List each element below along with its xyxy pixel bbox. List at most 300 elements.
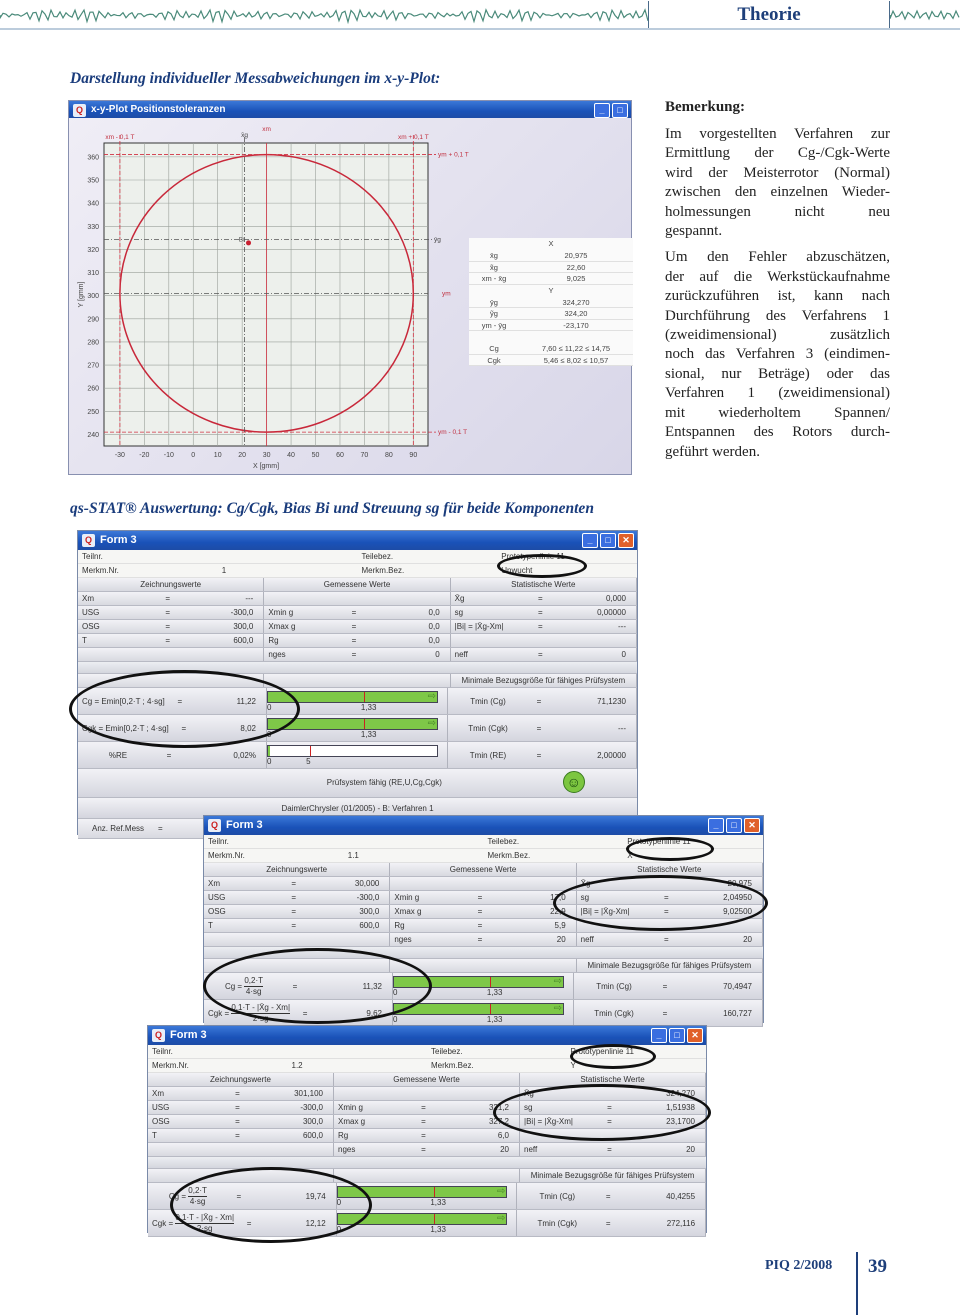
info-text: Teilnr.	[208, 837, 229, 846]
field-equals: =	[536, 723, 542, 733]
formula-denominator: 2·sg	[252, 1013, 269, 1023]
x-tick-label: 80	[384, 452, 393, 459]
data-cell	[390, 919, 576, 932]
info-cell	[204, 835, 344, 848]
tmin-value: ---	[618, 723, 626, 733]
field-value: ---	[245, 594, 254, 603]
field-value: 20,975	[727, 879, 752, 888]
field-value: 30,000	[354, 879, 380, 888]
limit-marker	[364, 692, 365, 702]
tmin-value: 40,4255	[666, 1191, 696, 1201]
page-number: 39	[868, 1256, 887, 1277]
remark-line: gespannt.	[665, 223, 723, 240]
field-equals: =	[235, 1103, 240, 1112]
remark-line: mit wiederholtem Spannen/	[665, 404, 890, 421]
field-label	[394, 877, 465, 890]
stats-label: ȳg	[490, 297, 498, 307]
maximize-button[interactable]: □	[612, 103, 628, 118]
field-equals: =	[477, 921, 483, 930]
info-cell	[204, 849, 344, 862]
info-text: Teilebez.	[431, 1047, 463, 1056]
info-cell	[78, 550, 218, 563]
field-value: 20	[686, 1145, 695, 1154]
field-value: ---	[618, 622, 626, 631]
field-value: -300,0	[356, 893, 380, 902]
minimize-button[interactable]: _	[708, 818, 724, 833]
minimize-button[interactable]: _	[594, 103, 610, 118]
info-text: Teilebez.	[361, 552, 394, 561]
y-tick-label: 250	[87, 408, 99, 416]
bar-label-limit: 1,33	[486, 1015, 503, 1024]
field-equals: =	[663, 935, 669, 944]
field-equals: =	[351, 636, 357, 645]
field-equals: =	[663, 907, 669, 916]
field-equals: =	[605, 1191, 611, 1201]
data-cell	[148, 1115, 334, 1128]
stats-label: x̄g	[490, 251, 498, 260]
capability-value: 12,12	[305, 1218, 326, 1228]
section-header	[204, 863, 390, 876]
status-row	[78, 769, 637, 798]
stats-label: Cg	[489, 344, 499, 353]
maximize-button[interactable]: □	[669, 1028, 685, 1043]
y-tick-label: 270	[87, 362, 99, 370]
tmin-value: 71,1230	[597, 696, 626, 706]
remark-line: wird der Meisterrotor (Normal)	[665, 164, 890, 181]
status-text: Prüfsystem fähig (RE,U,Cg,Cgk)	[326, 778, 442, 787]
stats-row	[469, 308, 633, 320]
plot-window-title: x-y-Plot Positionstoleranzen	[91, 104, 226, 115]
label-y-minus: ym - 0,1 T	[438, 429, 468, 437]
tmin-value: 272,116	[666, 1218, 696, 1228]
plot-area	[104, 143, 428, 446]
field-equals	[223, 1143, 253, 1156]
info-text: Y	[570, 1061, 576, 1070]
field-equals	[339, 592, 369, 605]
info-cell	[288, 1045, 428, 1058]
data-cell	[78, 620, 264, 633]
field-equals	[279, 933, 309, 946]
capability-bar	[267, 745, 438, 757]
data-cell	[264, 620, 450, 633]
field-equals: =	[165, 622, 170, 631]
ref-label: Anz. Ref.Mess	[92, 824, 145, 833]
field-value: 600,0	[233, 636, 254, 645]
y-tick-label: 350	[87, 177, 99, 185]
info-text: 1	[221, 566, 227, 575]
data-cell	[148, 1143, 334, 1156]
y-tick-label: 340	[87, 200, 99, 208]
arrow-right-icon: ⇨	[553, 976, 562, 987]
minimize-button[interactable]: _	[582, 533, 598, 548]
stats-row	[469, 297, 633, 309]
data-cell	[334, 1143, 520, 1156]
smiley-icon: ☺	[563, 771, 585, 793]
section-header	[148, 1073, 334, 1086]
field-value: 1,51938	[666, 1103, 695, 1112]
app-icon: Q	[208, 819, 221, 832]
app-icon: Q	[82, 534, 95, 547]
field-label: Xmax g	[338, 1117, 366, 1126]
field-equals: =	[537, 622, 543, 631]
formula-lhs: Cgk =	[208, 1008, 230, 1018]
empty-cell	[334, 1169, 520, 1182]
data-cell	[390, 891, 576, 904]
close-button[interactable]: ✕	[744, 818, 760, 833]
field-equals: =	[607, 1103, 612, 1112]
remark-line: zwischen den einzelnen Wieder-	[665, 184, 890, 201]
window-controls	[651, 1028, 703, 1043]
field-equals: =	[166, 750, 172, 760]
app-icon: Q	[152, 1029, 165, 1042]
info-cell	[344, 849, 484, 862]
highlight-ellipse	[570, 1044, 656, 1069]
remark-line: Verfahren 1 (zweidimensional)	[665, 385, 890, 402]
field-equals: =	[291, 907, 296, 916]
data-cell	[78, 634, 264, 647]
section-header-row	[78, 578, 637, 592]
field-equals	[465, 877, 495, 890]
field-label: |Bi| = |X̄g-Xm|	[454, 622, 504, 631]
limit-marker	[434, 1187, 435, 1197]
stats-label: Cgk	[487, 355, 501, 365]
data-cell	[204, 877, 390, 890]
limit-marker	[364, 719, 365, 729]
section-header-label: Gemessene Werte	[393, 1075, 460, 1084]
field-value: 327,2	[488, 1117, 509, 1126]
smiley-cell	[511, 769, 637, 797]
formula-lhs: Cg =	[168, 1191, 187, 1201]
data-cell	[520, 1143, 706, 1156]
field-value: 0,000	[605, 594, 626, 603]
field-equals: =	[607, 1145, 612, 1154]
highlight-ellipse	[203, 948, 432, 1024]
field-equals: =	[421, 1117, 426, 1126]
limit-marker	[490, 977, 491, 987]
field-value: 2,04950	[723, 893, 752, 902]
field-equals: =	[177, 696, 183, 706]
bar-label-zero: 0	[393, 988, 398, 997]
field-label: nges	[268, 650, 286, 659]
field-equals: =	[302, 1008, 308, 1018]
field-label	[455, 634, 526, 647]
x-tick-label: 10	[213, 452, 222, 459]
stats-label: ỹg	[490, 309, 498, 318]
form-title-bar	[148, 1026, 706, 1045]
forms-caption: qs-STAT® Auswertung: Cg/Cgk, Bias Bi und Streuung sg für beide Komponenten	[70, 500, 594, 517]
field-label: Xmin g	[394, 893, 420, 902]
info-cell	[358, 564, 498, 577]
field-equals: =	[165, 608, 170, 617]
field-equals: =	[181, 723, 187, 733]
capability-value: 11,32	[362, 981, 382, 991]
field-equals: =	[246, 1218, 252, 1228]
tmin-cell	[448, 742, 637, 768]
field-value: 0	[435, 650, 440, 659]
field-value	[439, 1087, 516, 1100]
bar-label-limit: 1,33	[360, 703, 377, 712]
label-x-minus: xm - 0,1 T	[105, 134, 135, 141]
formula-denominator: 2·sg	[196, 1223, 213, 1233]
formula-numerator: 0,2·T	[244, 975, 264, 985]
info-cell	[427, 1045, 567, 1058]
field-equals	[153, 648, 183, 661]
y-tick-label: 280	[87, 339, 99, 347]
stats-row	[469, 250, 633, 262]
stats-section-title: X	[548, 239, 554, 248]
field-value: 301,100	[294, 1089, 323, 1098]
section-header-label: Gemessene Werte	[449, 865, 517, 874]
info-text: Teilebez.	[487, 837, 520, 846]
field-value: -300,0	[230, 608, 254, 617]
section-header-label: Gemessene Werte	[323, 580, 391, 589]
data-row	[204, 933, 763, 947]
data-cell	[451, 634, 637, 647]
bar-label-limit: 1,33	[360, 730, 377, 739]
field-label: OSG	[152, 1117, 170, 1126]
info-text: X	[627, 851, 633, 860]
field-label: Rg	[338, 1131, 349, 1140]
window-controls	[582, 533, 634, 548]
data-cell	[148, 1129, 334, 1142]
capability-value: 8,02	[240, 723, 256, 733]
field-label: OSG	[208, 907, 226, 916]
info-cell	[484, 849, 624, 862]
remark-line: noch das Verfahren 3 (eindimen-	[665, 346, 890, 363]
arrow-right-icon: ⇨	[427, 691, 436, 702]
field-label: sg	[524, 1103, 533, 1112]
limit-marker	[434, 1214, 435, 1224]
field-value: 600,0	[302, 1131, 323, 1140]
field-value	[555, 634, 632, 647]
remark-line: Durchführung des Verfahrens 1	[665, 307, 890, 324]
x-tick-label: -30	[114, 452, 125, 459]
wave-line	[890, 11, 959, 19]
formula-lhs: Cg =	[224, 981, 243, 991]
highlight-ellipse	[626, 837, 714, 861]
field-equals: =	[421, 1103, 426, 1112]
info-text: Merkm.Nr.	[82, 566, 119, 575]
info-cell	[148, 1059, 288, 1072]
field-value: 300,0	[233, 622, 254, 631]
data-cell	[390, 877, 576, 890]
stats-label: ym - ȳg	[481, 320, 507, 330]
tmin-cell	[574, 1000, 763, 1026]
formula-denominator: 4·sg	[245, 986, 262, 996]
data-cell	[334, 1129, 520, 1142]
x-tick-label: 0	[191, 452, 196, 459]
stats-label: x̃g	[490, 262, 498, 272]
data-cell	[78, 648, 264, 661]
minimize-button[interactable]: _	[651, 1028, 667, 1043]
field-value: 20	[743, 935, 752, 944]
tmin-label: Tmin (Cg)	[596, 981, 632, 991]
data-cell	[334, 1087, 520, 1100]
issue-label: PIQ 2/2008	[765, 1258, 833, 1273]
info-cell	[484, 835, 624, 848]
arrow-right-icon: ⇨	[496, 1186, 506, 1197]
form-title: Form 3	[170, 1029, 207, 1041]
field-equals: =	[421, 1145, 426, 1154]
label-x-nominal: xm	[262, 126, 271, 133]
section-header	[78, 578, 264, 591]
tmin-label: Tmin (Cgk)	[594, 1008, 634, 1018]
data-cell	[204, 891, 390, 904]
info-text: Merkm.Bez.	[431, 1061, 474, 1070]
y-tick-label: 310	[87, 270, 99, 278]
tmin-value: 2,00000	[597, 750, 626, 760]
info-text: Merkm.Bez.	[361, 566, 405, 575]
min-title-cell	[577, 959, 763, 972]
field-label: USG	[152, 1103, 170, 1112]
field-label: Xmax g	[394, 907, 422, 916]
x-axis-label: X [gmm]	[252, 463, 280, 470]
stats-section-title: Y	[548, 285, 554, 295]
remark-column	[665, 98, 890, 469]
field-equals: =	[351, 622, 357, 631]
field-label: sg	[580, 893, 590, 902]
field-equals: =	[351, 608, 357, 617]
field-value	[309, 933, 386, 946]
close-button[interactable]: ✕	[618, 533, 634, 548]
info-cell	[358, 550, 498, 563]
label-x-plus: xm + 0,1 T	[397, 134, 429, 141]
field-value	[183, 648, 260, 661]
bias-label: Bi	[238, 236, 245, 244]
section-header-label: Statistische Werte	[511, 580, 576, 589]
info-cell	[288, 1059, 428, 1072]
field-equals: =	[236, 1191, 242, 1201]
section-header	[577, 863, 763, 876]
xy-plot-window	[68, 100, 632, 475]
data-cell	[148, 1087, 334, 1100]
formula-numerator: 0,1·T - |X̄g - Xm|	[231, 1002, 291, 1012]
data-cell	[451, 648, 637, 661]
field-value: 22,9	[550, 907, 566, 916]
bar-label-limit: 1,33	[486, 988, 503, 997]
plot-stats-panel	[469, 238, 633, 366]
data-row	[78, 648, 637, 662]
data-row	[78, 606, 637, 620]
field-value: 6,0	[497, 1131, 509, 1140]
field-label: Xmin g	[268, 608, 294, 617]
limit-marker	[490, 1004, 491, 1014]
stats-label: xm - x̄g	[481, 274, 507, 283]
field-equals: =	[292, 981, 298, 991]
min-title: Minimale Bezugsgröße für fähiges Prüfsystem	[587, 961, 752, 970]
remark-paragraph	[665, 125, 890, 241]
remark-line: der auf die Werkstückaufnahme	[665, 268, 890, 285]
field-label	[268, 592, 339, 605]
min-title: Minimale Bezugsgröße für fähiges Prüfsystem	[461, 676, 626, 685]
bar-fill	[394, 1004, 563, 1014]
maximize-button[interactable]: □	[726, 818, 742, 833]
limit-marker	[310, 746, 311, 756]
info-text: 1.1	[347, 851, 359, 860]
x-tick-label: 30	[262, 452, 271, 459]
section-header-label: Statistische Werte	[580, 1075, 645, 1084]
field-value: 17,0	[550, 893, 566, 902]
field-value: 324,270	[666, 1089, 695, 1098]
field-equals	[409, 1087, 439, 1100]
field-equals: =	[537, 650, 543, 659]
field-value	[253, 1143, 330, 1156]
field-equals: =	[477, 893, 483, 902]
field-label	[208, 933, 279, 946]
formula-label: Cgk = Emin[0,2·T ; 4·sg]	[82, 723, 169, 733]
y-tick-label: 330	[87, 223, 99, 231]
y-axis-label: Y [gmm]	[78, 281, 85, 308]
min-title: Minimale Bezugsgröße für fähiges Prüfsystem	[530, 1171, 695, 1180]
info-text: Prototypenlinie 11	[570, 1047, 634, 1056]
data-cell	[264, 592, 450, 605]
field-label: Xmax g	[268, 622, 296, 631]
min-title-cell	[520, 1169, 706, 1182]
plot-caption: Darstellung individueller Messabweichungen im x-y-Plot:	[70, 70, 441, 87]
remark-line: Ermittlung der Cg-/Cgk-Werte	[665, 145, 890, 162]
footer-divider	[856, 1252, 858, 1315]
arrow-right-icon: ⇨	[553, 1003, 562, 1014]
field-label: Rg	[268, 636, 279, 645]
data-cell	[264, 648, 450, 661]
x-tick-label: 70	[360, 452, 369, 459]
field-equals: =	[607, 1117, 612, 1126]
field-label: USG	[208, 893, 226, 902]
arrow-right-icon: ⇨	[427, 718, 436, 729]
field-equals: =	[662, 981, 668, 991]
data-row	[78, 634, 637, 648]
section-title: Theorie	[648, 1, 890, 28]
formula-lhs: Cgk =	[152, 1218, 174, 1228]
section-header-label: Zeichnungswerte	[140, 580, 202, 589]
field-label	[338, 1087, 409, 1100]
field-label: neff	[580, 935, 594, 944]
tmin-label: Tmin (Cgk)	[468, 723, 508, 733]
field-value: -300,0	[300, 1103, 323, 1112]
field-label: nges	[394, 935, 412, 944]
info-text: Merkm.Nr.	[152, 1061, 189, 1070]
field-equals: =	[165, 594, 170, 603]
field-equals: =	[662, 1008, 668, 1018]
method-text: DaimlerChrysler (01/2005) - B: Verfahren 1	[281, 804, 434, 813]
field-equals: =	[537, 608, 543, 617]
section-header-label: Statistische Werte	[637, 865, 702, 874]
empty-cell	[264, 674, 450, 687]
bar-label-zero: 0	[267, 730, 272, 739]
close-button[interactable]: ✕	[687, 1028, 703, 1043]
info-text: Teilnr.	[82, 552, 103, 561]
stats-row	[469, 273, 633, 285]
stats-row	[469, 320, 633, 332]
stats-value: 5,46 ≤ 8,02 ≤ 10,57	[543, 355, 609, 365]
x-tick-label: 50	[311, 452, 320, 459]
spacer-band	[148, 1157, 706, 1169]
info-text: Prototypenlinie 11	[501, 552, 565, 561]
maximize-button[interactable]: □	[600, 533, 616, 548]
field-label: Rg	[394, 921, 405, 930]
data-cell	[264, 606, 450, 619]
formula-numerator: 0,2·T	[188, 1185, 207, 1195]
field-equals: =	[291, 879, 296, 888]
field-value: 0	[621, 650, 626, 659]
section-header	[390, 863, 576, 876]
y-tick-label: 260	[87, 385, 99, 393]
field-value: 0,0	[428, 636, 440, 645]
bar-label-limit: 1,33	[430, 1225, 446, 1234]
highlight-ellipse	[170, 1167, 372, 1243]
data-row	[78, 620, 637, 634]
info-text: Prototypenlinie 11	[627, 837, 691, 846]
